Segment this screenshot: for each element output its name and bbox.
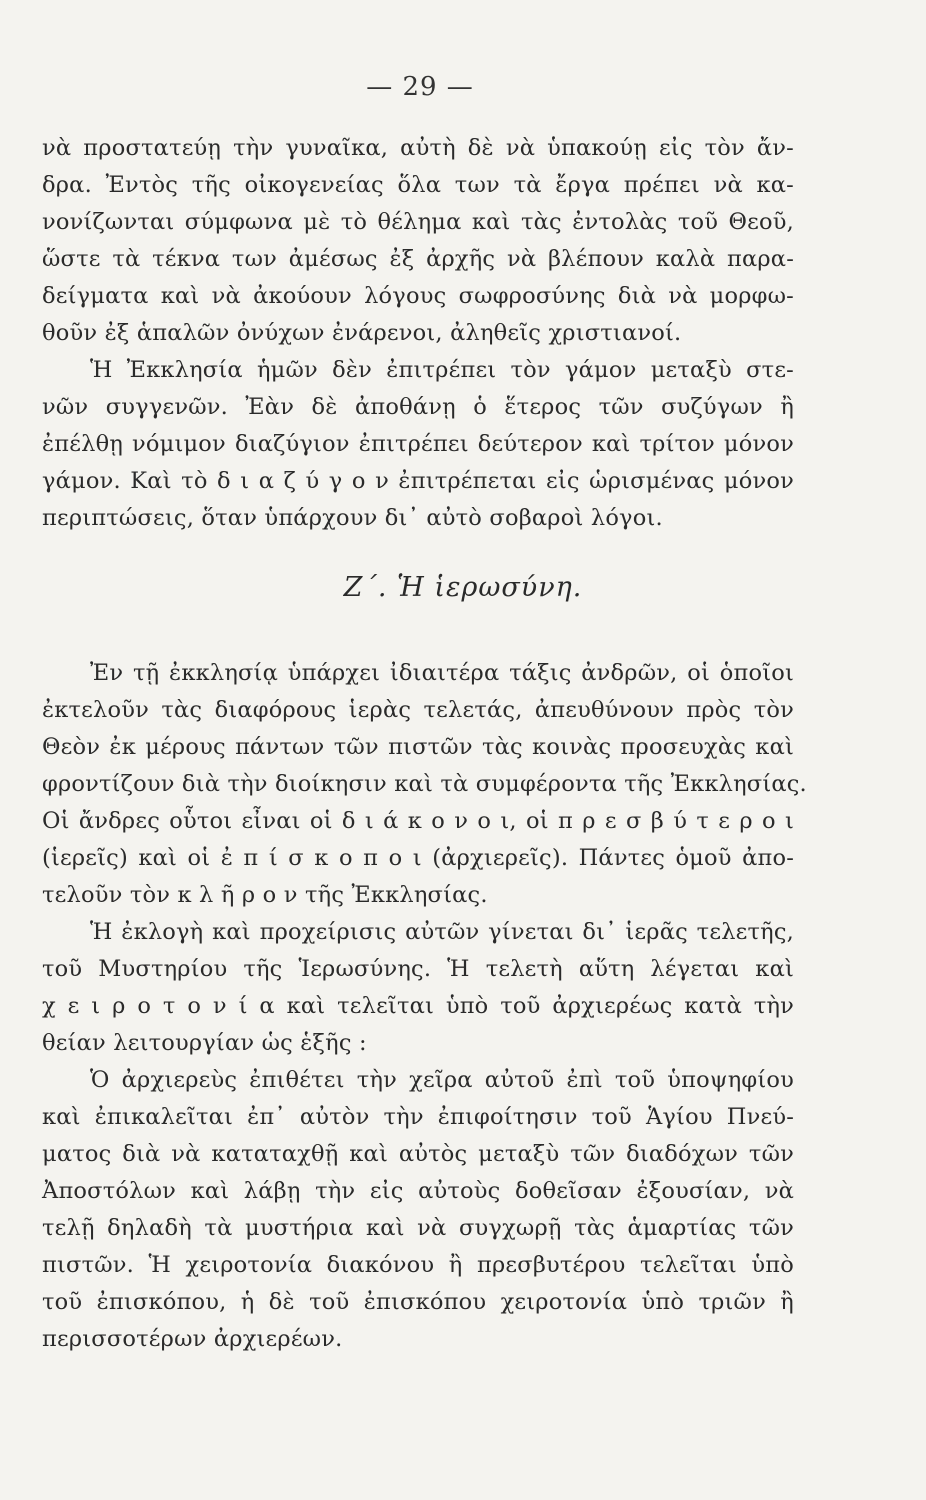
text-line: νῶν συγγενῶν. Ἐὰν δὲ ἀποθάνῃ ὁ ἕτερος τῶν συζύγων ἢ xyxy=(42,394,794,420)
text-line: νὰ προστατεύῃ τὴν γυναῖκα, αὐτὴ δὲ νὰ ὑπακούῃ εἰς τὸν ἄν- xyxy=(42,135,794,161)
text-block-priesthood xyxy=(42,655,807,1358)
text-line: Ὁ ἀρχιερεὺς ἐπιθέτει τὴν χεῖρα αὐτοῦ ἐπὶ τοῦ ὑποψηφίου xyxy=(90,1067,794,1093)
text-line: Ἀποστόλων καὶ λάβῃ τὴν εἰς αὐτοὺς δοθεῖσαν ἐξουσίαν, νὰ xyxy=(42,1178,794,1204)
page-number: — 29 — xyxy=(366,72,474,102)
section-heading: Ζ΄. Ἡ ἱερωσύνη. xyxy=(343,572,583,603)
text-line: Ἡ ἐκλογὴ καὶ προχείρισις αὐτῶν γίνεται δι᾿ ἱερᾶς τελετῆς, xyxy=(90,919,794,945)
text-line: Οἱ ἄνδρες οὗτοι εἶναι οἱ δ ι ά κ ο ν ο ι, οἱ π ρ ε σ β ύ τ ε ρ ο ι xyxy=(42,808,794,834)
text-line: τελοῦν τὸν κ λ ῆ ρ ο ν τῆς Ἐκκλησίας. xyxy=(42,882,488,908)
text-line: τοῦ Μυστηρίου τῆς Ἱερωσύνης. Ἡ τελετὴ αὕτη λέγεται καὶ xyxy=(42,956,794,982)
text-line: ματος διὰ νὰ καταταχθῇ καὶ αὐτὸς μεταξὺ τῶν διαδόχων τῶν xyxy=(42,1141,794,1167)
text-line: πιστῶν. Ἡ χειροτονία διακόνου ἢ πρεσβυτέρου τελεῖται ὑπὸ xyxy=(42,1252,794,1278)
text-line: Θεὸν ἐκ μέρους πάντων τῶν πιστῶν τὰς κοινὰς προσευχὰς καὶ xyxy=(42,734,794,760)
text-line: δείγματα καὶ νὰ ἀκούουν λόγους σωφροσύνης διὰ νὰ μορφω- xyxy=(42,283,794,309)
text-block-marriage xyxy=(42,130,794,537)
text-line: γάμον. Καὶ τὸ δ ι α ζ ύ γ ο ν ἐπιτρέπεται εἰς ὡρισμένας μόνον xyxy=(42,468,794,494)
text-line: νονίζωνται σύμφωνα μὲ τὸ θέλημα καὶ τὰς ἐντολὰς τοῦ Θεοῦ, xyxy=(42,209,794,235)
text-line: περιπτώσεις, ὅταν ὑπάρχουν δι᾿ αὐτὸ σοβαροὶ λόγοι. xyxy=(42,505,663,531)
text-line: (ἱερεῖς) καὶ οἱ ἐ π ί σ κ ο π ο ι (ἀρχιερεῖς). Πάντες ὁμοῦ ἀπο- xyxy=(42,845,794,871)
text-line: καὶ ἐπικαλεῖται ἐπ᾿ αὐτὸν τὴν ἐπιφοίτησιν τοῦ Ἁγίου Πνεύ- xyxy=(42,1104,794,1130)
text-line: φροντίζουν διὰ τὴν διοίκησιν καὶ τὰ συμφέροντα τῆς Ἐκκλησίας. xyxy=(42,771,807,797)
text-line: θείαν λειτουργίαν ὡς ἑξῆς : xyxy=(42,1030,367,1056)
text-line: τοῦ ἐπισκόπου, ἡ δὲ τοῦ ἐπισκόπου χειροτονία ὑπὸ τριῶν ἢ xyxy=(42,1289,794,1315)
text-line: Ἡ Ἐκκλησία ἡμῶν δὲν ἐπιτρέπει τὸν γάμον μεταξὺ στε- xyxy=(90,357,794,383)
text-line: χ ε ι ρ ο τ ο ν ί α καὶ τελεῖται ὑπὸ τοῦ ἀρχιερέως κατὰ τὴν xyxy=(42,993,794,1019)
text-line: θοῦν ἐξ ἁπαλῶν ὀνύχων ἐνάρενοι, ἀληθεῖς χριστιανοί. xyxy=(42,320,682,346)
text-line: περισσοτέρων ἀρχιερέων. xyxy=(42,1326,343,1352)
text-line: ἐκτελοῦν τὰς διαφόρους ἱερὰς τελετάς, ἀπευθύνουν πρὸς τὸν xyxy=(42,697,794,723)
text-line: Ἐν τῇ ἐκκλησίᾳ ὑπάρχει ἰδιαιτέρα τάξις ἀνδρῶν, οἱ ὁποῖοι xyxy=(90,660,794,686)
text-line: ὥστε τὰ τέκνα των ἀμέσως ἐξ ἀρχῆς νὰ βλέπουν καλὰ παρα- xyxy=(42,246,794,272)
text-line: δρα. Ἐντὸς τῆς οἰκογενείας ὅλα των τὰ ἔργα πρέπει νὰ κα- xyxy=(42,172,794,198)
text-line: τελῇ δηλαδὴ τὰ μυστήρια καὶ νὰ συγχωρῇ τὰς ἁμαρτίας τῶν xyxy=(42,1215,794,1241)
text-line: ἐπέλθῃ νόμιμον διαζύγιον ἐπιτρέπει δεύτερον καὶ τρίτον μόνον xyxy=(42,431,794,457)
